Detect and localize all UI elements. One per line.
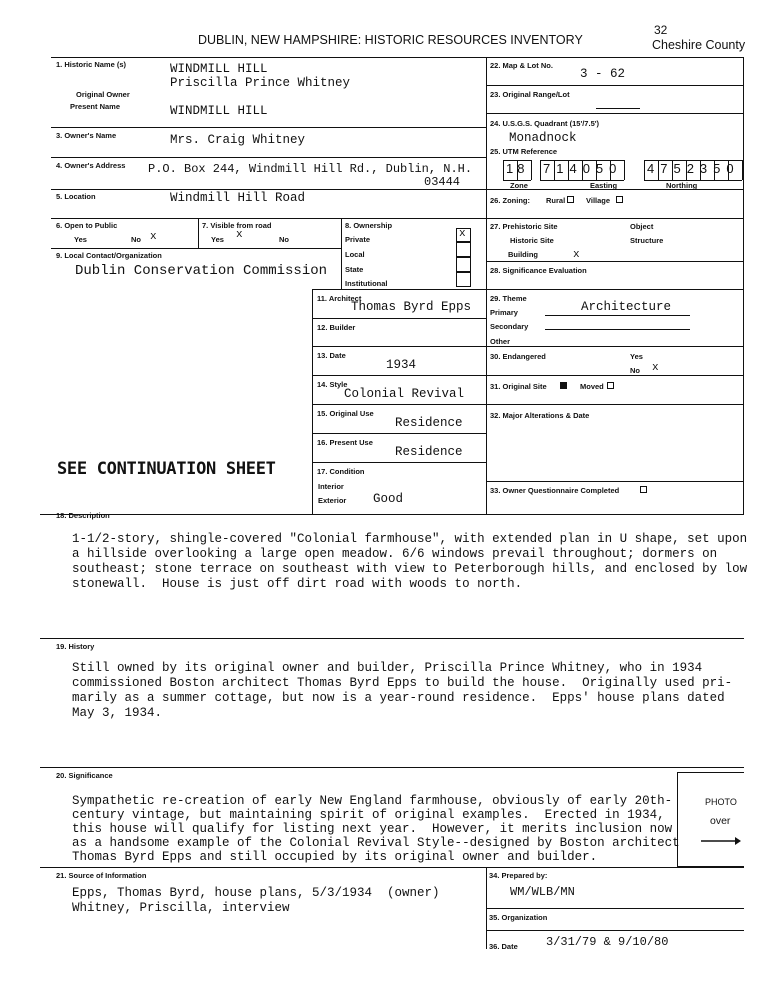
source-label: 21. Source of Information [56, 871, 147, 880]
zoning-village-checkbox[interactable] [616, 196, 623, 203]
ownership-state-checkbox[interactable] [456, 257, 471, 272]
zoning-rural: Rural [546, 196, 566, 205]
open-public-yes: Yes [74, 235, 87, 244]
map-lot-label: 22. Map & Lot No. [490, 61, 553, 70]
ownership-private: Private [345, 235, 371, 244]
zoning-rural-checkbox[interactable] [567, 196, 574, 203]
local-contact-label: 9. Local Contact/Organization [56, 251, 162, 260]
source-line: Epps, Thomas Byrd, house plans, 5/3/1934 (owner) [72, 886, 440, 900]
photo-over: over [710, 815, 731, 827]
utm-label: 25. UTM Reference [490, 147, 558, 156]
original-range-label: 23. Original Range/Lot [490, 90, 570, 99]
theme-primary-value: Architecture [581, 300, 672, 314]
arrow-right-icon [701, 834, 741, 852]
organization-label: 35. Organization [489, 913, 548, 922]
style-value: Colonial Revival [344, 387, 465, 401]
historic-name-label: 1. Historic Name (s) [56, 60, 127, 69]
present-use-label: 16. Present Use [317, 438, 373, 447]
zoning-village: Village [586, 196, 611, 205]
ownership-local: Local [345, 250, 365, 259]
moved-label: Moved [580, 382, 604, 391]
location-label: 5. Location [56, 192, 96, 201]
date-value: 1934 [386, 358, 417, 372]
utm-zone-label: Zone [510, 181, 528, 190]
prepared-by-label: 34. Prepared by: [489, 871, 548, 880]
utm-zone-value: 18 [506, 161, 529, 176]
significance-line: Thomas Byrd Epps and still occupied by its original owner and builder. [72, 850, 598, 864]
significance-line: this house will qualify for listing next year. However, it merits inclusion now [72, 822, 673, 836]
owner-name-value: Mrs. Craig Whitney [170, 133, 306, 147]
significance-line: Sympathetic re-creation of early New England farmhouse, obviously of early 20th- [72, 794, 673, 808]
significance-evaluation-label: 28. Significance Evaluation [490, 266, 587, 275]
present-name-value: WINDMILL HILL [170, 104, 268, 118]
condition-label: 17. Condition [317, 467, 365, 476]
location-value: Windmill Hill Road [170, 191, 306, 205]
architect-label: 11. Architect [317, 294, 362, 303]
zoning-label: 26. Zoning: [490, 196, 530, 205]
history-label: 19. History [56, 642, 95, 651]
ownership-private-mark: x [459, 228, 466, 240]
theme-primary: Primary [490, 308, 518, 317]
description-line: a hillside overlooking a large open meadow. 6/6 windows prevail throughout; dormers on [72, 547, 718, 561]
prep-date-value: 3/31/79 & 9/10/80 [546, 935, 669, 949]
visible-from-road-label: 7. Visible from road [202, 221, 272, 230]
endangered-yes: Yes [630, 352, 643, 361]
endangered-label: 30. Endangered [490, 352, 546, 361]
endangered-no: No [630, 366, 640, 375]
history-line: May 3, 1934. [72, 706, 163, 720]
theme-secondary: Secondary [490, 322, 529, 331]
style-label: 14. Style [317, 380, 348, 389]
utm-easting-value: 714050 [543, 161, 623, 176]
prep-date-label: 36. Date [489, 942, 518, 951]
source-line: Whitney, Priscilla, interview [72, 901, 290, 915]
original-owner-label: Original Owner [76, 90, 130, 99]
condition-interior: Interior [318, 482, 344, 491]
major-alterations-label: 32. Major Alterations & Date [490, 411, 590, 420]
significance-label: 20. Significance [56, 771, 113, 780]
historic-name-value: WINDMILL HILL [170, 62, 268, 76]
significance-line: as a handsome example of the Colonial Revival Style--designed by Boston architect [72, 836, 680, 850]
present-use-value: Residence [395, 445, 463, 459]
form-title: DUBLIN, NEW HAMPSHIRE: HISTORIC RESOURCES INVENTORY [198, 33, 583, 47]
page-number: 32 [654, 23, 668, 37]
ownership-state: State [345, 265, 364, 274]
photo-label: PHOTO [705, 797, 737, 807]
architect-value: Thomas Byrd Epps [351, 300, 472, 314]
building: Building [508, 250, 538, 259]
utm-northing-label: Northing [666, 181, 698, 190]
ownership-institutional-checkbox[interactable] [456, 272, 471, 287]
county: Cheshire County [652, 38, 746, 52]
local-contact-value: Dublin Conservation Commission [75, 263, 328, 279]
owner-address-label: 4. Owner's Address [56, 161, 126, 170]
original-site-checkbox[interactable] [560, 382, 567, 389]
builder-label: 12. Builder [317, 323, 356, 332]
open-to-public-label: 6. Open to Public [56, 221, 118, 230]
quadrant-value: Monadnock [509, 131, 577, 145]
utm-easting-label: Easting [590, 181, 618, 190]
endangered-mark: x [652, 362, 659, 374]
visible-no: No [279, 235, 289, 244]
original-site-label: 31. Original Site [490, 382, 547, 391]
map-lot-value: 3 - 62 [580, 67, 626, 81]
history-line: marily as a summer cottage, but now is a year-round residence. Epps' house plans dated [72, 691, 725, 705]
prehistoric-site-label: 27. Prehistoric Site [490, 222, 558, 231]
description-label: 18. Description [56, 511, 110, 520]
owner-questionnaire-label: 33. Owner Questionnaire Completed [490, 486, 620, 495]
theme-label: 29. Theme [490, 294, 527, 303]
owner-address-value: P.O. Box 244, Windmill Hill Rd., Dublin, N.H. [148, 162, 473, 176]
structure: Structure [630, 236, 664, 245]
owner-name-label: 3. Owner's Name [56, 131, 117, 140]
description-line: southeast; stone terrace on southeast with view to Peterborough hills, and enclosed by low [72, 562, 748, 576]
continuation-stamp: SEE CONTINUATION SHEET [57, 459, 276, 479]
visible-mark: x [236, 229, 243, 241]
quadrant-label: 24. U.S.G.S. Quadrant (15'/7.5') [490, 119, 600, 128]
moved-checkbox[interactable] [607, 382, 614, 389]
original-owner-value: Priscilla Prince Whitney [170, 76, 351, 90]
present-name-label: Present Name [70, 102, 121, 111]
date-label: 13. Date [317, 351, 346, 360]
original-use-value: Residence [395, 416, 463, 430]
history-line: commissioned Boston architect Thomas Byrd Epps to build the house. Originally used pri- [72, 676, 733, 690]
building-mark: x [573, 249, 580, 261]
utm-northing-value: 4752350 [647, 161, 740, 176]
ownership-local-checkbox[interactable] [456, 242, 471, 257]
theme-other: Other [490, 337, 511, 346]
ownership-label: 8. Ownership [345, 221, 393, 230]
significance-line: century vintage, but maintaining spirit of original examples. Erected in 1934, [72, 808, 665, 822]
owner-questionnaire-checkbox[interactable] [640, 486, 647, 493]
original-use-label: 15. Original Use [317, 409, 374, 418]
history-line: Still owned by its original owner and builder, Priscilla Prince Whitney, who in 1934 [72, 661, 703, 675]
owner-zip-value: 03444 [424, 175, 461, 189]
open-public-no: No [131, 235, 141, 244]
historic-site: Historic Site [510, 236, 554, 245]
ownership-institutional: Institutional [345, 279, 388, 288]
object: Object [630, 222, 654, 231]
description-line: 1-1/2-story, shingle-covered "Colonial farmhouse", with extended plan in U shape, set upon [72, 532, 748, 546]
condition-exterior: Exterior [318, 496, 347, 505]
prepared-by-value: WM/WLB/MN [510, 885, 575, 899]
visible-yes: Yes [211, 235, 224, 244]
open-public-mark: x [150, 231, 157, 243]
description-line: stonewall. House is just off dirt road with woods to north. [72, 577, 523, 591]
condition-exterior-value: Good [373, 492, 404, 506]
